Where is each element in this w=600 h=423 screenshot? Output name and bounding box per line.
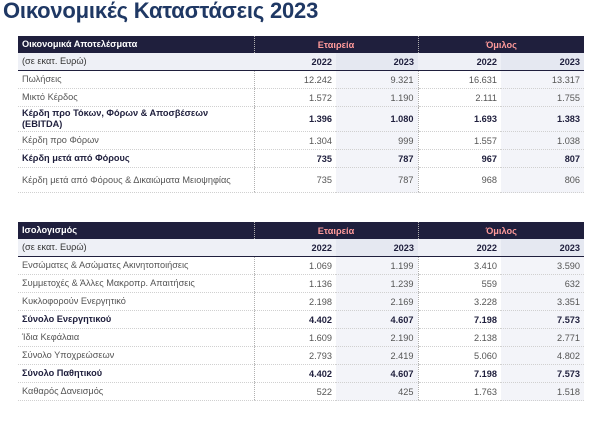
page-title: Οικονομικές Καταστάσεις 2023 (3, 0, 319, 23)
table-row (18, 89, 584, 107)
cell-value: 9.321 (336, 71, 418, 89)
row-label: Κέρδη προ Φόρων (18, 132, 254, 150)
cell-value: 1.557 (418, 132, 501, 150)
cell-value: 16.631 (418, 71, 501, 89)
row-label: Ίδια Κεφάλαια (18, 329, 254, 347)
table-row (18, 293, 584, 311)
table-row (18, 365, 584, 383)
table-row (18, 275, 584, 293)
row-label: Σύνολο Ενεργητικού (18, 311, 254, 329)
cell-value: 3.410 (418, 257, 501, 275)
income-year-label: 2022 (418, 53, 501, 71)
row-label: Πωλήσεις (18, 71, 254, 89)
cell-value: 2.793 (254, 347, 336, 365)
income-year-label: 2023 (501, 53, 584, 71)
cell-value: 12.242 (254, 71, 336, 89)
cell-value: 13.317 (501, 71, 584, 89)
cell-value: 4.607 (336, 365, 418, 383)
cell-value: 787 (336, 150, 418, 168)
income-year-label: 2023 (336, 53, 418, 71)
table-row (18, 383, 584, 401)
cell-value: 2.419 (336, 347, 418, 365)
cell-value: 787 (336, 168, 418, 193)
balance-header: Ισολογισμός (18, 222, 254, 239)
cell-value: 3.228 (418, 293, 501, 311)
cell-value: 999 (336, 132, 418, 150)
cell-value: 7.573 (501, 311, 584, 329)
table-row (18, 132, 584, 150)
cell-value: 1.199 (336, 257, 418, 275)
cell-value: 559 (418, 275, 501, 293)
row-label: Καθαρός Δανεισμός (18, 383, 254, 401)
cell-value: 2.190 (336, 329, 418, 347)
balance-year-label: 2022 (418, 239, 501, 257)
cell-value: 1.069 (254, 257, 336, 275)
table-row (18, 329, 584, 347)
row-label: Κέρδη προ Τόκων, Φόρων & Αποσβέσεων (EBITDA) (18, 107, 254, 132)
income-unit-label: (σε εκατ. Ευρώ) (18, 53, 254, 71)
cell-value: 1.763 (418, 383, 501, 401)
cell-value: 3.590 (501, 257, 584, 275)
table-row (18, 347, 584, 365)
balance-group-header: Όμιλος (418, 222, 584, 239)
income-year-row (18, 53, 584, 71)
cell-value: 1.396 (254, 107, 336, 132)
table-row (18, 168, 584, 193)
cell-value: 806 (501, 168, 584, 193)
cell-value: 4.402 (254, 311, 336, 329)
cell-value: 1.518 (501, 383, 584, 401)
row-label: Μικτό Κέρδος (18, 89, 254, 107)
cell-value: 1.693 (418, 107, 501, 132)
balance-year-row (18, 239, 584, 257)
row-label: Σύνολο Παθητικού (18, 365, 254, 383)
cell-value: 632 (501, 275, 584, 293)
cell-value: 7.198 (418, 311, 501, 329)
cell-value: 7.198 (418, 365, 501, 383)
cell-value: 522 (254, 383, 336, 401)
table-row (18, 311, 584, 329)
cell-value: 1.609 (254, 329, 336, 347)
cell-value: 1.383 (501, 107, 584, 132)
cell-value: 4.402 (254, 365, 336, 383)
cell-value: 735 (254, 168, 336, 193)
cell-value: 2.771 (501, 329, 584, 347)
cell-value: 2.198 (254, 293, 336, 311)
row-label: Ενσώματες & Ασώματες Ακινητοποιήσεις (18, 257, 254, 275)
cell-value: 1.190 (336, 89, 418, 107)
income-company-header: Εταιρεία (254, 36, 418, 53)
balance-year-label: 2023 (501, 239, 584, 257)
balance-table (18, 222, 584, 401)
cell-value: 3.351 (501, 293, 584, 311)
cell-value: 1.755 (501, 89, 584, 107)
cell-value: 425 (336, 383, 418, 401)
cell-value: 4.607 (336, 311, 418, 329)
cell-value: 1.239 (336, 275, 418, 293)
cell-value: 1.080 (336, 107, 418, 132)
balance-company-header: Εταιρεία (254, 222, 418, 239)
cell-value: 735 (254, 150, 336, 168)
balance-unit-label: (σε εκατ. Ευρώ) (18, 239, 254, 257)
balance-year-label: 2022 (254, 239, 336, 257)
income-header: Οικονομικά Αποτελέσματα (18, 36, 254, 53)
cell-value: 5.060 (418, 347, 501, 365)
cell-value: 1.038 (501, 132, 584, 150)
cell-value: 7.573 (501, 365, 584, 383)
row-label: Κέρδη μετά από Φόρους & Δικαιώματα Μειοψηφίας (18, 168, 254, 193)
cell-value: 4.802 (501, 347, 584, 365)
income-year-label: 2022 (254, 53, 336, 71)
cell-value: 967 (418, 150, 501, 168)
table-row (18, 107, 584, 132)
cell-value: 1.572 (254, 89, 336, 107)
cell-value: 807 (501, 150, 584, 168)
income-header-row (18, 36, 584, 53)
balance-header-row (18, 222, 584, 239)
balance-year-label: 2023 (336, 239, 418, 257)
cell-value: 2.111 (418, 89, 501, 107)
table-row (18, 71, 584, 89)
row-label: Κυκλοφορούν Ενεργητικό (18, 293, 254, 311)
table-row (18, 257, 584, 275)
income-table (18, 36, 584, 193)
table-row (18, 150, 584, 168)
cell-value: 968 (418, 168, 501, 193)
row-label: Κέρδη μετά από Φόρους (18, 150, 254, 168)
cell-value: 2.138 (418, 329, 501, 347)
cell-value: 1.136 (254, 275, 336, 293)
row-label: Συμμετοχές & Άλλες Μακροπρ. Απαιτήσεις (18, 275, 254, 293)
income-group-header: Όμιλος (418, 36, 584, 53)
cell-value: 1.304 (254, 132, 336, 150)
row-label: Σύνολο Υποχρεώσεων (18, 347, 254, 365)
cell-value: 2.169 (336, 293, 418, 311)
